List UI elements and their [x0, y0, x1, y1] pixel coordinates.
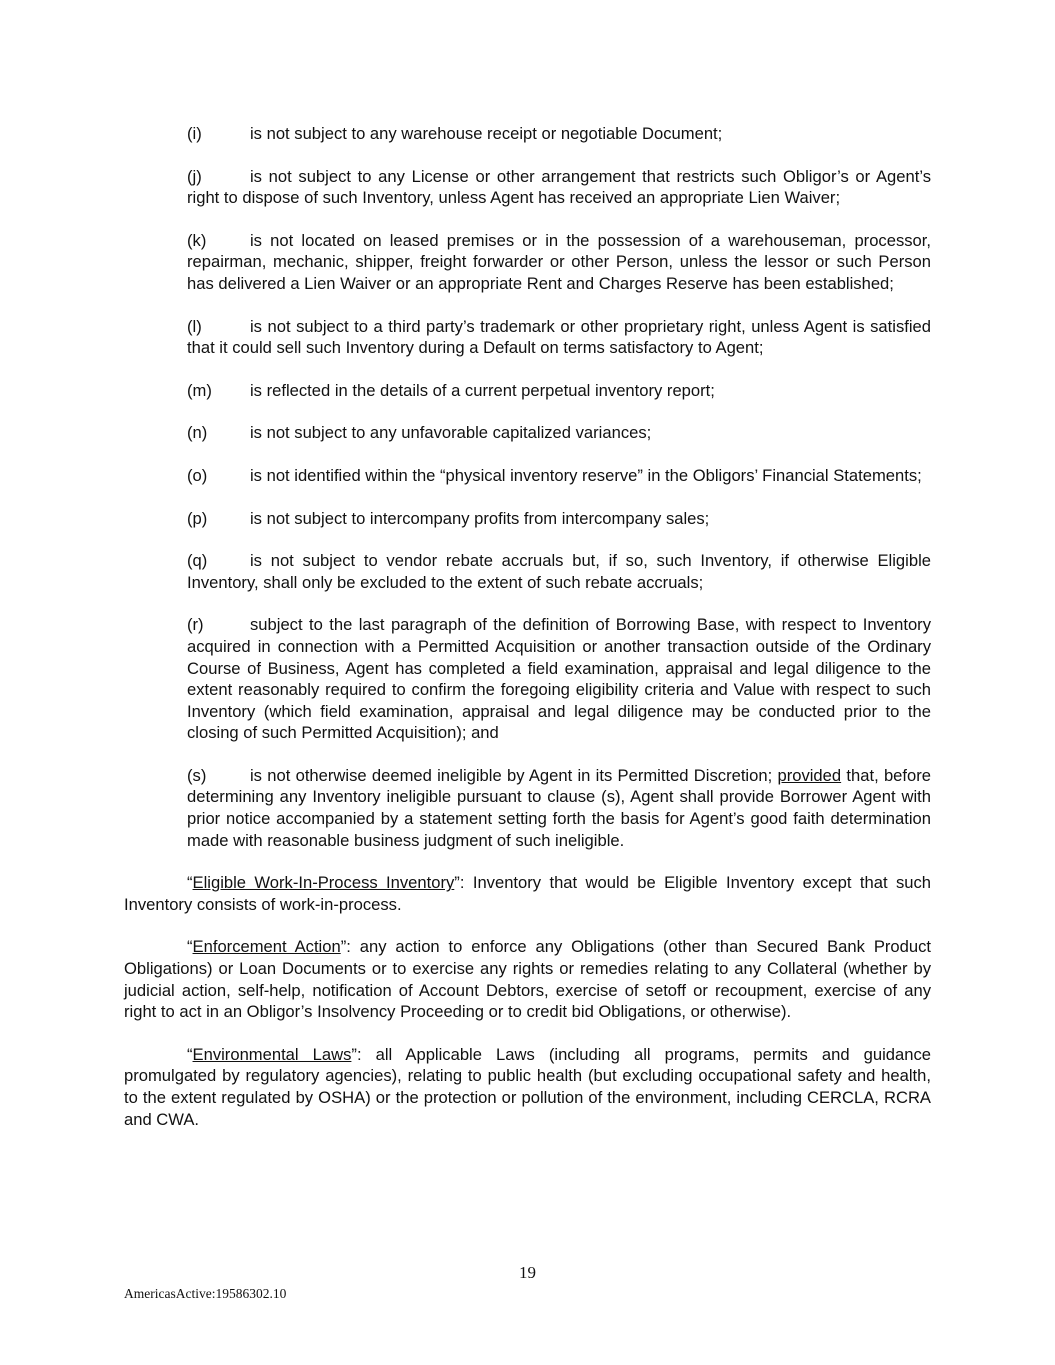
- definition-text: any action to enforce any Obligations (other than Secured Bank Product Obligations) or Loan Documents or to exercise any rights or remedies relating to any Collateral (whether by judicial action, self-help, notification of Account Debtors, exercise of setoff or recoupment, exercise of any right to act in an Obligor’s Insolvency Proceeding or to credit bid Obligations, or otherwise).: [124, 937, 932, 1022]
- close-quote: ”:: [340, 937, 360, 957]
- defined-term: Environmental Laws: [192, 1044, 352, 1064]
- open-quote: “: [187, 1044, 193, 1064]
- clause-text: is not subject to any License or other arrangement that restricts such Obligor’s or Agent’s right to dispose of such Inventory, unless Agent has received an appropriate Lien Waiver;: [187, 166, 931, 208]
- clause-r: [187, 614, 931, 744]
- defined-term: Enforcement Action: [192, 937, 341, 957]
- clause-j: [187, 166, 931, 209]
- clause-label: (j): [187, 166, 202, 186]
- clause-label: (r): [187, 615, 204, 635]
- document-body: [124, 123, 931, 1151]
- clause-o: [187, 465, 931, 487]
- open-quote: “: [187, 873, 193, 893]
- clause-s: [187, 765, 931, 851]
- clause-text: is not subject to vendor rebate accruals but, if so, such Inventory, if otherwise Eligible Inventory, shall only be excluded to the extent of such rebate accruals;: [187, 551, 931, 592]
- clause-text: is not subject to any warehouse receipt or negotiable Document;: [250, 124, 723, 143]
- clause-label: (l): [187, 316, 202, 336]
- clause-text: is not subject to intercompany profits from intercompany sales;: [250, 508, 710, 528]
- document-id: AmericasActive:19586302.10: [124, 1286, 287, 1301]
- definition-environmental-laws: [124, 1044, 931, 1130]
- clause-k: [187, 230, 931, 295]
- definition-text: all Applicable Laws (including all programs, permits and guidance promulgated by regulatory agencies), relating to public health (but excluding occupational safety and health, to the extent regulated by OSHA) or the protection or pollution of the environment, including CERCLA, RCRA and CWA.: [124, 1044, 932, 1129]
- page-number: 19: [519, 1263, 536, 1282]
- open-quote: “: [187, 937, 193, 957]
- definition-enforcement-action: [124, 936, 931, 1022]
- clause-text: is not otherwise deemed ineligible by Agent in its Permitted Discretion;: [250, 765, 778, 785]
- clause-text: is not subject to any unfavorable capitalized variances;: [250, 423, 652, 443]
- clause-i: [187, 123, 931, 145]
- clause-text-continued: that, before determining any Inventory ineligible pursuant to clause (s), Agent shall provide Borrower Agent with prior notice accompanied by a statement setting forth the basis for Agent’s good faith determination made with reasonable business judgment of such ineligible.: [187, 765, 932, 850]
- clause-text: is not identified within the “physical inventory reserve” in the Obligors’ Financial Statements;: [250, 465, 922, 485]
- clause-p: [187, 508, 931, 530]
- defined-term: Eligible Work-In-Process Inventory: [192, 873, 455, 893]
- clause-label: (i): [187, 124, 202, 143]
- provided-underlined: provided: [777, 765, 842, 785]
- definition-text: Inventory that would be Eligible Inventory except that such Inventory consists of work-in-process.: [124, 873, 931, 914]
- clause-text: is not subject to a third party’s trademark or other proprietary right, unless Agent is satisfied that it could sell such Inventory during a Default on terms satisfactory to Agent;: [187, 316, 931, 358]
- clause-text: is reflected in the details of a current perpetual inventory report;: [250, 380, 715, 400]
- close-quote: ”:: [351, 1044, 376, 1064]
- clause-label: (m): [187, 380, 212, 400]
- clause-l: [187, 316, 931, 359]
- clause-label: (k): [187, 230, 207, 250]
- clause-q: [187, 550, 931, 593]
- clause-label: (q): [187, 551, 208, 571]
- clause-label: (s): [187, 765, 207, 785]
- clause-label: (n): [187, 423, 208, 443]
- clause-n: [187, 422, 931, 444]
- clause-text: subject to the last paragraph of the definition of Borrowing Base, with respect to Inventory acquired in connection with a Permitted Acquisition or another transaction outside of the Ordinary Course of Business, Agent has completed a field examination, appraisal and legal diligence to the extent reasonably required to confirm the foregoing eligibility criteria and Value with respect to such Inventory (which field examination, appraisal and legal diligence may be conducted prior to the closing of such Permitted Acquisition); and: [187, 615, 931, 743]
- clause-m: [187, 380, 931, 402]
- definition-eligible-wip-inventory: [124, 872, 931, 915]
- clause-text: is not located on leased premises or in the possession of a warehouseman, processor, repairman, mechanic, shipper, freight forwarder or other Person, unless the lessor or such Person has delivered a Lien Waiver or an appropriate Rent and Charges Reserve has been established;: [187, 230, 931, 293]
- close-quote: ”:: [454, 873, 473, 893]
- clause-label: (p): [187, 508, 208, 528]
- clause-label: (o): [187, 465, 208, 485]
